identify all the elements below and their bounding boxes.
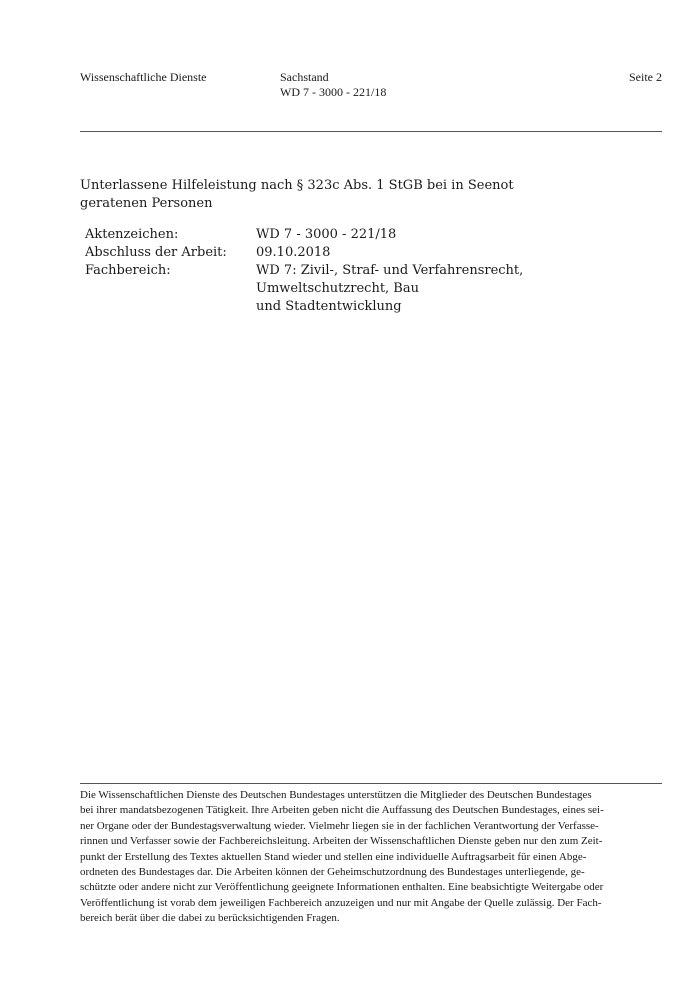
- meta-row-abschluss: [85, 244, 665, 262]
- fachbereich-value: [256, 262, 651, 316]
- disclaimer-line: bereich berät über die dabei zu berücksichtigenden Fragen.: [80, 912, 340, 925]
- disclaimer-line: ner Organe oder der Bundestagsverwaltung wieder. Vielmehr liegen sie in der fachlichen Verantwortung der Verfasse-: [80, 819, 599, 832]
- header-doc-info: [280, 70, 386, 100]
- title-line-1: Unterlassene Hilfeleistung nach § 323c Abs. 1 StGB bei in Seenot: [80, 178, 514, 193]
- aktenzeichen-value: WD 7 - 3000 - 221/18: [256, 227, 397, 242]
- meta-row-fachbereich: [85, 262, 665, 316]
- document-metadata: [85, 226, 665, 316]
- abschluss-label: Abschluss der Arbeit:: [85, 245, 227, 260]
- disclaimer-line: bei ihrer mandatsbezogenen Tätigkeit. Ihre Arbeiten geben nicht die Auffassung des Deutschen Bundestages, eines sei-: [80, 804, 604, 817]
- header-divider: [80, 131, 662, 132]
- page-header: [80, 70, 662, 104]
- header-doc-number: WD 7 - 3000 - 221/18: [280, 85, 387, 99]
- abschluss-value: 09.10.2018: [256, 245, 331, 260]
- disclaimer-line: Die Wissenschaftlichen Dienste des Deutschen Bundestages unterstützen die Mitglieder des Deutschen Bundestages: [80, 789, 592, 801]
- aktenzeichen-label: Aktenzeichen:: [85, 227, 179, 242]
- header-doc-type: Sachstand: [280, 70, 329, 84]
- document-title: [80, 177, 520, 213]
- fachbereich-value-line-2: und Stadtentwicklung: [256, 299, 402, 314]
- footer-divider: [80, 783, 662, 784]
- meta-row-aktenzeichen: [85, 226, 665, 244]
- fachbereich-value-line-1: WD 7: Zivil-, Straf- und Verfahrensrecht, Umweltschutzrecht, Bau: [256, 263, 524, 296]
- disclaimer-line: punkt der Erstellung des Textes aktuellen Stand wieder und stellen eine individuelle Auftragsarbeit für einen Abge-: [80, 850, 587, 863]
- disclaimer-line: schützte oder andere nicht zur Veröffentlichung geeignete Informationen enthalten. Eine beabsichtigte Weitergabe oder: [80, 881, 604, 894]
- disclaimer-line: Veröffentlichung ist vorab dem jeweiligen Fachbereich anzuzeigen und nur mit Angabe der Quelle zulässig. Der Fach-: [80, 896, 602, 909]
- header-org: Wissenschaftliche Dienste: [80, 70, 207, 84]
- header-page-number: Seite 2: [629, 70, 662, 84]
- disclaimer-line: rinnen und Verfasser sowie der Fachbereichsleitung. Arbeiten der Wissenschaftlichen Dienste geben nur den zum Zeit-: [80, 835, 603, 848]
- fachbereich-label: Fachbereich:: [85, 263, 171, 278]
- disclaimer-line: ordneten des Bundestages dar. Die Arbeiten können der Geheimschutzordnung des Bundestages unterliegende, ge-: [80, 866, 585, 879]
- title-line-2: geratenen Personen: [80, 196, 213, 211]
- disclaimer-footer: [80, 788, 662, 927]
